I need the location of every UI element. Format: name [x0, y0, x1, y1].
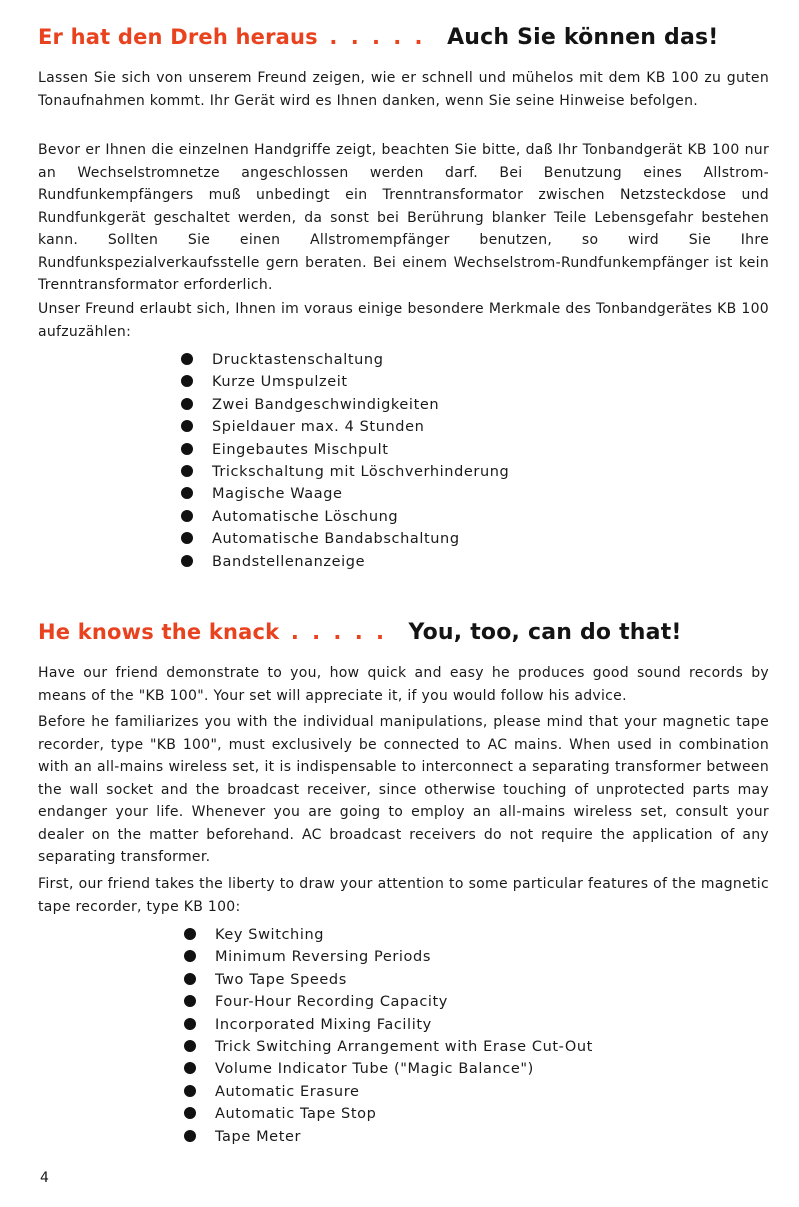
english-heading-dots: . . . . .	[290, 620, 387, 644]
bullet-icon	[184, 1040, 196, 1052]
feature-label: Incorporated Mixing Facility	[215, 1016, 432, 1033]
list-item	[181, 416, 509, 438]
list-item	[181, 439, 509, 461]
german-heading-dots: . . . . .	[329, 25, 426, 49]
bullet-icon	[184, 1018, 196, 1030]
german-paragraph-1: Lassen Sie sich von unserem Freund zeigen, wie er schnell und mühelos mit dem KB 100 zu guten Tonaufnahmen kommt. Ihr Gerät wird es Ihnen danken, wenn Sie seine Hinweise befolgen.	[38, 70, 769, 109]
list-item	[181, 528, 509, 550]
feature-label: Magische Waage	[212, 486, 343, 503]
bullet-icon	[181, 420, 193, 432]
bullet-icon	[184, 928, 196, 940]
feature-label: Drucktastenschaltung	[212, 352, 384, 368]
german-heading	[38, 25, 719, 50]
english-paragraph-2: Before he familiarizes you with the individual manipulations, please mind that your magnetic tape recorder, type "KB 100", must exclusively be connected to AC mains. When used in combination with an all-mains wireless set, it is indispensable to interconnect a separating transformer between the wall socket and the broadcast receiver, since otherwise touching of unprotected parts may endanger your life. Whenever you are going to employ an all-mains wireless set, consult your dealer on the matter beforehand. AC broadcast receivers do not require the application of any separating transformer.	[38, 714, 769, 865]
bullet-icon	[184, 1062, 196, 1074]
feature-label: Automatische Bandabschaltung	[212, 531, 460, 548]
list-item	[184, 946, 593, 968]
feature-label: Minimum Reversing Periods	[215, 949, 431, 966]
list-item	[184, 1014, 593, 1036]
feature-label: Volume Indicator Tube ("Magic Balance")	[215, 1061, 534, 1078]
german-feature-list	[181, 349, 509, 573]
bullet-icon	[181, 465, 193, 477]
feature-label: Eingebautes Mischpult	[212, 441, 389, 458]
bullet-icon	[181, 375, 193, 387]
feature-label: Automatic Erasure	[215, 1083, 360, 1100]
feature-label: Zwei Bandgeschwindigkeiten	[212, 396, 440, 413]
german-paragraph-2: Bevor er Ihnen die einzelnen Handgriffe zeigt, beachten Sie bitte, daß Ihr Tonbandgerät KB 100 nur an Wechselstromnetze angeschlossen werden darf. Bei Benutzung eines Allstrom-Rundfunkempfängers muß unbedingt ein Trenntransformator zwischen Netzsteckdose und Rundfunkgerät geschaltet werden, da sonst bei Berührung blanker Teile Lebensgefahr bestehen kann. Sollten Sie einen Allstromempfänger benutzen, so wird Sie Ihre Rundfunkspezialverkaufsstelle gern beraten. Bei einem Wechselstrom-Rundfunkempfänger ist kein Trenntransformator erforderlich.	[38, 142, 769, 293]
english-heading	[38, 620, 682, 645]
bullet-icon	[181, 555, 193, 567]
feature-label: Tape Meter	[215, 1128, 302, 1145]
english-heading-black: You, too, can do that!	[408, 620, 682, 645]
feature-label: Bandstellenanzeige	[212, 553, 366, 570]
german-heading-black: Auch Sie können das!	[447, 25, 719, 50]
feature-label: Key Switching	[215, 927, 325, 943]
bullet-icon	[184, 973, 196, 985]
list-item	[181, 506, 509, 528]
list-item	[184, 1103, 593, 1125]
bullet-icon	[181, 510, 193, 522]
english-paragraph-1: Have our friend demonstrate to you, how quick and easy he produces good sound records by means of the "KB 100". Your set will appreciate it, if you would follow his advice.	[38, 665, 769, 704]
list-item	[181, 483, 509, 505]
list-item	[181, 551, 509, 573]
list-item	[181, 349, 509, 371]
german-heading-red: Er hat den Dreh heraus	[38, 25, 318, 49]
bullet-icon	[184, 1107, 196, 1119]
list-item	[184, 1126, 593, 1148]
list-item	[184, 1081, 593, 1103]
feature-label: Automatische Löschung	[212, 508, 399, 525]
list-item	[184, 1036, 593, 1058]
english-feature-list	[184, 924, 593, 1148]
feature-label: Trick Switching Arrangement with Erase Cut-Out	[215, 1038, 593, 1055]
list-item	[184, 1058, 593, 1080]
feature-label: Trickschaltung mit Löschverhinderung	[212, 463, 510, 480]
list-item	[181, 394, 509, 416]
feature-label: Four-Hour Recording Capacity	[215, 994, 448, 1011]
list-item	[181, 371, 509, 393]
bullet-icon	[181, 532, 193, 544]
feature-label: Spieldauer max. 4 Stunden	[212, 419, 425, 436]
bullet-icon	[184, 950, 196, 962]
feature-label: Two Tape Speeds	[215, 971, 347, 988]
list-item	[184, 924, 593, 946]
bullet-icon	[181, 487, 193, 499]
list-item	[181, 461, 509, 483]
page-number: 4	[40, 1170, 49, 1186]
english-heading-red: He knows the knack	[38, 620, 280, 644]
feature-label: Kurze Umspulzeit	[212, 374, 348, 391]
feature-label: Automatic Tape Stop	[215, 1106, 377, 1123]
bullet-icon	[181, 398, 193, 410]
bullet-icon	[184, 995, 196, 1007]
bullet-icon	[181, 353, 193, 365]
bullet-icon	[181, 443, 193, 455]
english-paragraph-3: First, our friend takes the liberty to draw your attention to some particular features of the magnetic tape recorder, type KB 100:	[38, 876, 769, 915]
list-item	[184, 991, 593, 1013]
list-item	[184, 969, 593, 991]
bullet-icon	[184, 1130, 196, 1142]
bullet-icon	[184, 1085, 196, 1097]
german-paragraph-3: Unser Freund erlaubt sich, Ihnen im voraus einige besondere Merkmale des Tonbandgerätes KB 100 aufzuzählen:	[38, 301, 769, 340]
